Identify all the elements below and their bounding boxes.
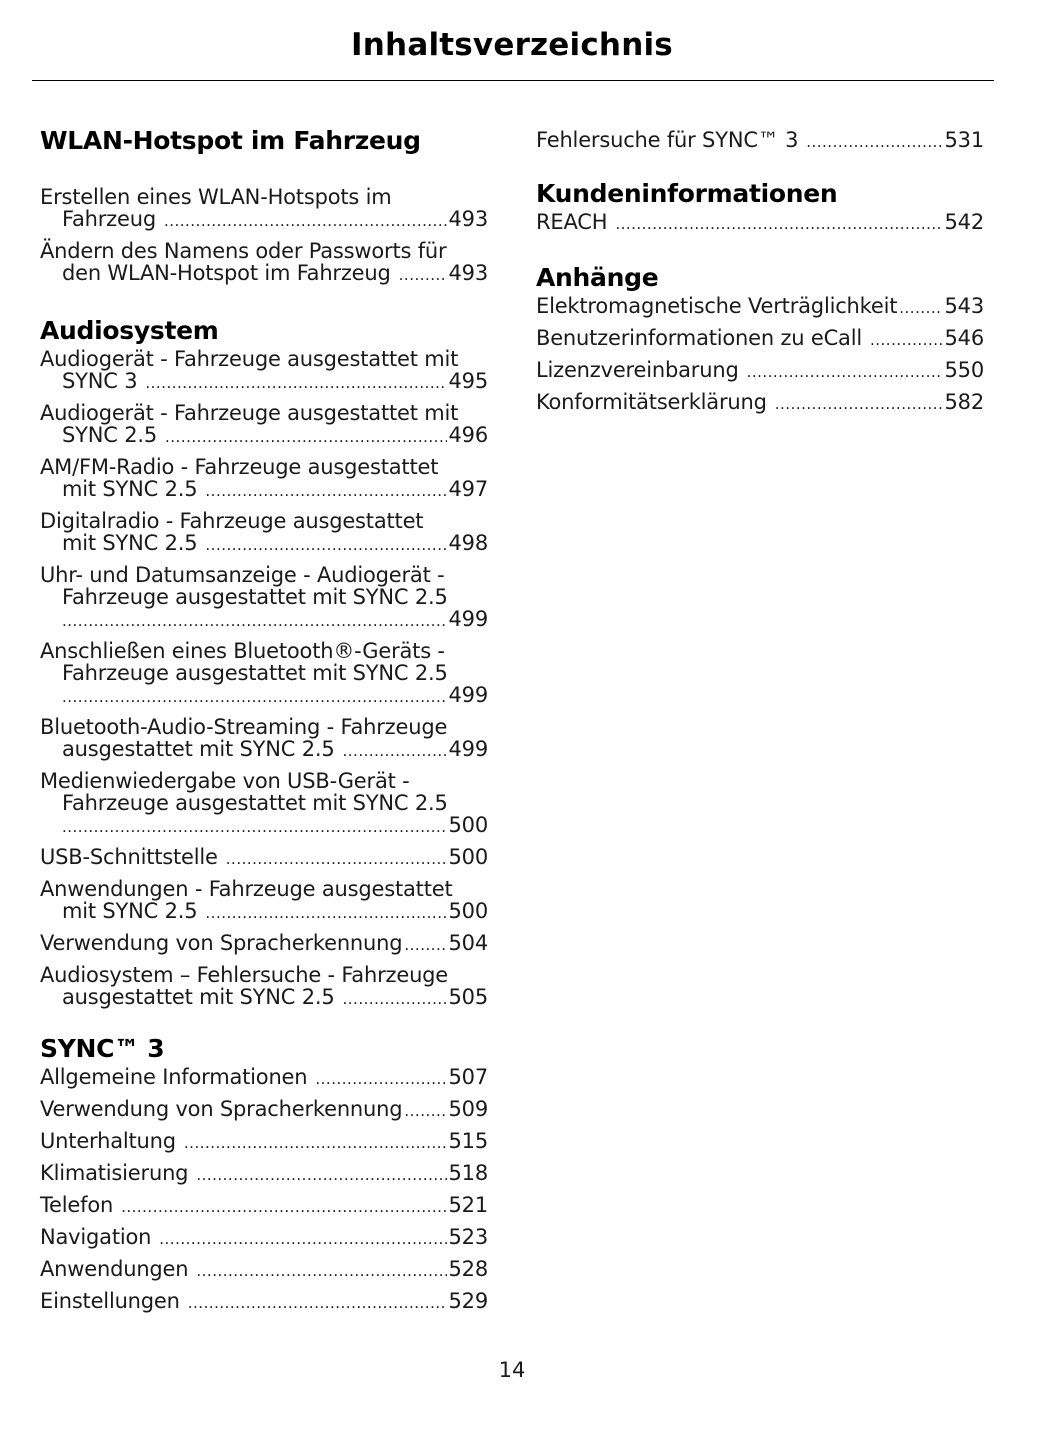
entry-title-line1: Digitalradio - Fahrzeuge ausgestattet <box>40 509 424 533</box>
dot-leader <box>184 1132 447 1154</box>
entry-title-line2: mit SYNC 2.5 <box>62 531 198 555</box>
entry-title: Unterhaltung <box>40 1129 176 1153</box>
toc-entry[interactable] <box>40 1098 488 1122</box>
dot-leader <box>775 393 943 415</box>
toc-entry[interactable] <box>40 1162 488 1186</box>
page-number: 14 <box>498 1358 526 1382</box>
dot-leader <box>62 610 447 632</box>
entry-title: REACH <box>536 210 608 234</box>
entry-title-line1: Anwendungen - Fahrzeuge ausgestattet <box>40 877 453 901</box>
entry-title: Verwendung von Spracherkennung <box>40 1097 403 1121</box>
entry-page-number: 496 <box>448 423 488 447</box>
entry-title-line2: Fahrzeuge ausgestattet mit SYNC 2.5 <box>62 661 448 685</box>
entry-title-line2: ausgestattet mit SYNC 2.5 <box>62 985 335 1009</box>
toc-entry[interactable] <box>40 186 488 232</box>
dot-leader <box>747 361 943 383</box>
toc-entry[interactable] <box>40 348 488 394</box>
entry-title: Lizenzvereinbarung <box>536 358 739 382</box>
entry-title-line2: Fahrzeuge ausgestattet mit SYNC 2.5 <box>62 585 448 609</box>
toc-entry[interactable] <box>536 295 984 319</box>
toc-entry[interactable] <box>40 1226 488 1250</box>
toc-right-column <box>536 124 984 423</box>
section-heading: Audiosystem <box>40 316 219 345</box>
entry-title: Telefon <box>40 1193 114 1217</box>
entry-title: Elektromagnetische Verträglichkeit <box>536 294 898 318</box>
entry-title: Verwendung von Spracherkennung <box>40 931 403 955</box>
entry-page-number: 582 <box>944 390 984 414</box>
dot-leader <box>870 329 943 351</box>
toc-entry[interactable] <box>536 391 984 415</box>
entry-title: USB-Schnittstelle <box>40 845 218 869</box>
entry-title-line1: Bluetooth-Audio-Streaming - Fahrzeuge <box>40 715 448 739</box>
entry-title-line2: SYNC 2.5 <box>62 423 158 447</box>
toc-entry[interactable] <box>40 510 488 556</box>
entry-title-line1: Audiogerät - Fahrzeuge ausgestattet mit <box>40 401 459 425</box>
toc-entry[interactable] <box>40 846 488 870</box>
toc-section-sync3 <box>40 1032 488 1314</box>
toc-entry[interactable] <box>40 564 488 632</box>
dot-leader <box>159 1228 446 1250</box>
toc-section-kundeninformationen <box>536 177 984 235</box>
entry-page-number: 546 <box>944 326 984 350</box>
toc-entry[interactable] <box>536 211 984 235</box>
entry-page-number: 493 <box>448 261 488 285</box>
dot-leader <box>404 1100 446 1122</box>
entry-page-number: 509 <box>448 1097 488 1121</box>
entry-title-line2: Fahrzeuge ausgestattet mit SYNC 2.5 <box>62 791 448 815</box>
entry-page-number: 504 <box>448 931 488 955</box>
toc-left-column <box>40 124 488 1322</box>
toc-section-anhaenge <box>536 261 984 415</box>
entry-title: Navigation <box>40 1225 152 1249</box>
dot-leader <box>205 534 446 556</box>
section-heading: Kundeninformationen <box>536 179 838 208</box>
dot-leader <box>188 1292 447 1314</box>
toc-entry[interactable] <box>40 1290 488 1314</box>
entry-page-number: 500 <box>448 899 488 923</box>
dot-leader <box>404 934 446 956</box>
toc-entry[interactable] <box>40 1258 488 1282</box>
toc-entry[interactable] <box>40 402 488 448</box>
toc-entry[interactable] <box>536 327 984 351</box>
entry-page-number: 523 <box>448 1225 488 1249</box>
entry-title-line1: Audiogerät - Fahrzeuge ausgestattet mit <box>40 347 459 371</box>
toc-entry[interactable] <box>40 878 488 924</box>
entry-title: Konformitätserklärung <box>536 390 767 414</box>
dot-leader <box>62 816 447 838</box>
entry-title-line1: Medienwiedergabe von USB-Gerät - <box>40 769 410 793</box>
entry-title: Benutzerinformationen zu eCall <box>536 326 862 350</box>
dot-leader <box>806 131 942 153</box>
dot-leader <box>315 1068 446 1090</box>
entry-page-number: 521 <box>448 1193 488 1217</box>
entry-page-number: 499 <box>448 683 488 707</box>
entry-title-line2: mit SYNC 2.5 <box>62 899 198 923</box>
entry-title: Anwendungen <box>40 1257 189 1281</box>
entry-title: Klimatisierung <box>40 1161 189 1185</box>
entry-title: Fehlersuche für SYNC™ 3 <box>536 128 799 152</box>
entry-page-number: 529 <box>448 1289 488 1313</box>
dot-leader <box>164 210 447 232</box>
entry-page-number: 497 <box>448 477 488 501</box>
entry-title: Allgemeine Informationen <box>40 1065 308 1089</box>
entry-title-line1: Ändern des Namens oder Passworts für <box>40 239 447 263</box>
entry-page-number: 515 <box>448 1129 488 1153</box>
entry-title-line2: Fahrzeug <box>62 207 156 231</box>
toc-entry[interactable] <box>40 1130 488 1154</box>
entry-title-line1: Erstellen eines WLAN-Hotspots im <box>40 185 392 209</box>
toc-entry[interactable] <box>536 129 984 153</box>
toc-entry[interactable] <box>40 964 488 1010</box>
toc-entry[interactable] <box>536 359 984 383</box>
dot-leader <box>145 372 446 394</box>
dot-leader <box>121 1196 446 1218</box>
entry-page-number: 550 <box>944 358 984 382</box>
entry-title-line2: mit SYNC 2.5 <box>62 477 198 501</box>
entry-page-number: 499 <box>448 607 488 631</box>
section-heading: WLAN-Hotspot im Fahrzeug <box>40 126 421 155</box>
entry-title-line2: ausgestattet mit SYNC 2.5 <box>62 737 335 761</box>
toc-entry[interactable] <box>40 716 488 762</box>
entry-title-line1: AM/FM-Radio - Fahrzeuge ausgestattet <box>40 455 439 479</box>
dot-leader <box>165 426 447 448</box>
toc-entry[interactable] <box>40 770 488 838</box>
entry-title-line2: den WLAN-Hotspot im Fahrzeug <box>62 261 391 285</box>
entry-title-line2: SYNC 3 <box>62 369 138 393</box>
entry-page-number: 495 <box>448 369 488 393</box>
entry-page-number: 543 <box>944 294 984 318</box>
entry-page-number: 542 <box>944 210 984 234</box>
toc-entry[interactable] <box>40 932 488 956</box>
dot-leader <box>196 1260 446 1282</box>
entry-page-number: 505 <box>448 985 488 1009</box>
toc-entry[interactable] <box>40 640 488 708</box>
toc-entry[interactable] <box>40 240 488 286</box>
toc-entry[interactable] <box>40 1194 488 1218</box>
dot-leader <box>205 480 446 502</box>
entry-page-number: 498 <box>448 531 488 555</box>
entry-page-number: 500 <box>448 845 488 869</box>
dot-leader <box>399 264 447 286</box>
entry-page-number: 499 <box>448 737 488 761</box>
section-heading: SYNC™ 3 <box>40 1034 165 1063</box>
dot-leader <box>343 740 447 762</box>
entry-page-number: 507 <box>448 1065 488 1089</box>
dot-leader <box>899 297 942 319</box>
dot-leader <box>62 686 447 708</box>
entry-page-number: 493 <box>448 207 488 231</box>
section-heading: Anhänge <box>536 263 659 292</box>
title-divider <box>32 80 994 81</box>
entry-page-number: 528 <box>448 1257 488 1281</box>
toc-section-wlan <box>40 124 488 286</box>
toc-entry[interactable] <box>40 456 488 502</box>
dot-leader <box>196 1164 446 1186</box>
dot-leader <box>226 848 447 870</box>
entry-title-line1: Audiosystem – Fehlersuche - Fahrzeuge <box>40 963 449 987</box>
page-title: Inhaltsverzeichnis <box>351 27 673 63</box>
entry-page-number: 500 <box>448 813 488 837</box>
dot-leader <box>205 902 446 924</box>
dot-leader <box>615 213 942 235</box>
toc-entry[interactable] <box>40 1066 488 1090</box>
entry-page-number: 518 <box>448 1161 488 1185</box>
entry-title: Einstellungen <box>40 1289 180 1313</box>
entry-title-line1: Anschließen eines Bluetooth®-Geräts - <box>40 639 445 663</box>
entry-title-line1: Uhr- und Datumsanzeige - Audiogerät - <box>40 563 445 587</box>
toc-section-audiosystem <box>40 314 488 1010</box>
dot-leader <box>343 988 447 1010</box>
entry-page-number: 531 <box>944 128 984 152</box>
